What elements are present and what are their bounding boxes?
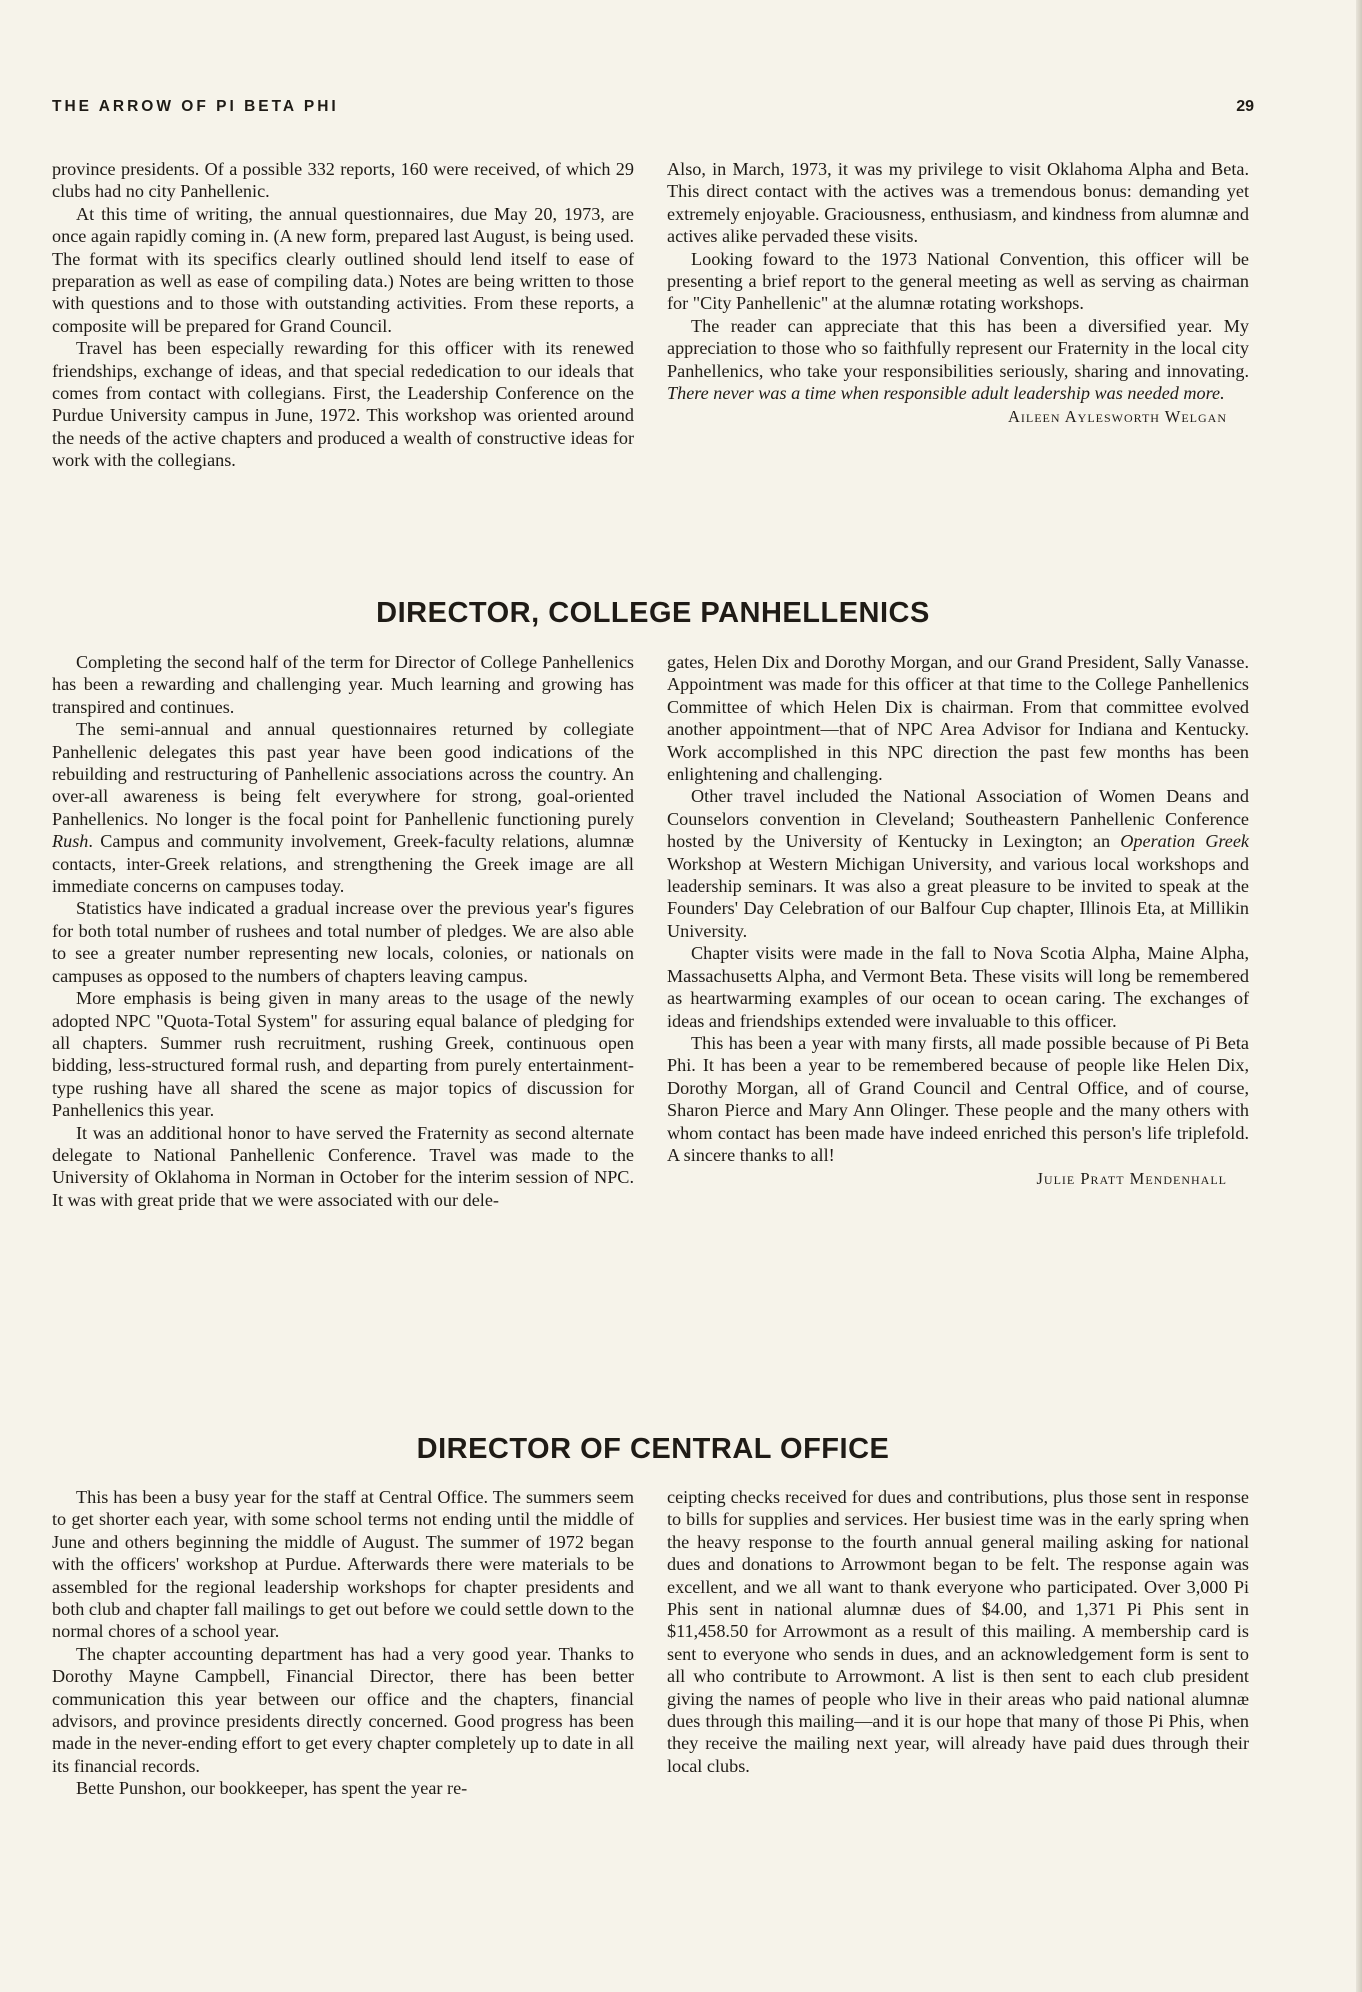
paragraph-text: The reader can appreciate that this has been a diversified year. My appreciation to those who so faithfully represent our Fraternity in the local city Panhellenics, who take your responsibilities seriously, sharing and innovating.	[667, 315, 1249, 381]
section2-left-column	[52, 651, 634, 1211]
paragraph: Travel has been especially rewarding for this officer with its renewed friendships, exchange of ideas, and that special rededication to our ideals that comes from contact with collegians. First, the Leadership Conference on the Purdue University campus in June, 1972. This workshop was oriented around the needs of the active chapters and produced a wealth of constructive ideas for work with the collegians.	[52, 338, 634, 471]
paragraph: Looking foward to the 1973 National Convention, this officer will be presenting a brief report to the general meeting as well as serving as chairman for "City Panhellenic" at the alumnæ rotating workshops.	[667, 248, 1249, 314]
paragraph: gates, Helen Dix and Dorothy Morgan, and our Grand President, Sally Vanasse. Appointment was made for this officer at that time to the College Panhellenics Committee of which Helen Dix is chairman. From that committee evolved another appointment—that of NPC Area Advisor for Indiana and Kentucky. Work accomplished in this NPC direction the past few months has been enlightening and challenging.	[667, 652, 1249, 785]
section3-right-column	[667, 1486, 1249, 1777]
paragraph-text: Workshop at Western Michigan University, and various local workshops and leadership seminars. It was also a great pleasure to be invited to speak at the Founders' Day Celebration of our Balfour Cup chapter, Illinois Eta, at Millikin University.	[667, 853, 1249, 941]
section1-left-column	[52, 158, 634, 472]
paragraph: Statistics have indicated a gradual increase over the previous year's figures for both total number of rushees and total number of pledges. We are also able to see a greater number representing new locals, colonies, or nationals on campuses as opposed to the numbers of chapters leaving campus.	[52, 898, 634, 986]
paragraph: Completing the second half of the term for Director of College Panhellenics has been a rewarding and challenging year. Much learning and growing has transpired and continues.	[52, 652, 634, 717]
paragraph: This has been a busy year for the staff at Central Office. The summers seem to get shorter each year, with some school terms not ending until the middle of June and others beginning the middle of August. The summer of 1972 began with the officers' workshop at Purdue. Afterwards there were materials to be assembled for the regional leadership workshops for chapter presidents and both club and chapter fall mailings to get out before we could settle down to the normal chores of a school year.	[52, 1487, 634, 1642]
emphasis-text: Rush	[52, 831, 89, 852]
paragraph	[52, 718, 634, 897]
paragraph: ceipting checks received for dues and contributions, plus those sent in response to bills for supplies and services. Her busiest time was in the early spring when the heavy response to the fourth annual general mailing asking for national dues and donations to Arrowmont began to be felt. The response again was excellent, and we all want to thank everyone who participated. Over 3,000 Pi Phis sent in national alumnæ dues of $4.00, and 1,371 Pi Phis sent in $11,458.50 for Arrowmont as a result of this mailing. A membership card is sent to everyone who sends in dues, and an acknowledgement form is sent to all who contribute to Arrowmont. A list is then sent to each club president giving the names of people who live in their areas who paid national alumnæ dues through this mailing—and it is our hope that many of those Pi Phis, when they receive the mailing next year, will already have paid dues through their local clubs.	[667, 1487, 1249, 1776]
paragraph: Also, in March, 1973, it was my privilege to visit Oklahoma Alpha and Beta. This direct contact with the actives was a tremendous bonus: demanding yet extremely enjoyable. Graciousness, enthusiasm, and kindness from alumnæ and actives alike pervaded these visits.	[667, 159, 1249, 247]
section1-right-column	[667, 158, 1249, 429]
paragraph-text: The semi-annual and annual questionnaires returned by collegiate Panhellenic delegates this past year have been good indications of the rebuilding and restructuring of Panhellenic associations across the country. An over-all awareness is being felt everywhere for strong, goal-oriented Panhellenics. No longer is the focal point for Panhellenic functioning purely	[52, 719, 634, 829]
paragraph-text: . Campus and community involvement, Greek-faculty relations, alumnæ contacts, inter-Greek relations, and strengthening the Greek image are all immediate concerns on campuses today.	[52, 831, 634, 897]
paragraph: The chapter accounting department has had a very good year. Thanks to Dorothy Mayne Campbell, Financial Director, there has been better communication this year between our office and the chapters, financial advisors, and province presidents directly concerned. Good progress has been made in the never-ending effort to get every chapter completely up to date in all its financial records.	[52, 1643, 634, 1776]
emphasis-text: Operation Greek	[1120, 831, 1249, 852]
running-title: THE ARROW OF PI BETA PHI	[52, 98, 339, 115]
paragraph: Chapter visits were made in the fall to Nova Scotia Alpha, Maine Alpha, Massachusetts Alpha, and Vermont Beta. These visits will long be remembered as heartwarming examples of our ocean to ocean caring. The exchanges of ideas and friendships extended were invaluable to this officer.	[667, 943, 1249, 1031]
paragraph: Bette Punshon, our bookkeeper, has spent the year re-	[76, 1778, 468, 1799]
section3-left-column	[52, 1486, 634, 1800]
emphasis-text: There never was a time when responsible adult leadership was needed more.	[667, 383, 1225, 404]
paragraph: More emphasis is being given in many areas to the usage of the newly adopted NPC "Quota-Total System" for assuring equal balance of pledging for all chapters. Summer rush recruitment, rushing Greek, continuous open bidding, less-structured formal rush, and departing from purely entertainment-type rushing have all shared the scene as major topics of discussion for Panhellenics this year.	[52, 988, 634, 1121]
signature: Aileen Aylesworth Welgan	[1007, 407, 1227, 427]
paragraph	[667, 315, 1249, 405]
paragraph-text: Other travel included the National Association of Women Deans and Counselors convention in Cleveland; Southeastern Panhellenic Conference hosted by the University of Kentucky in Lexington; an	[667, 786, 1249, 852]
section-title: DIRECTOR OF CENTRAL OFFICE	[416, 1433, 890, 1465]
page-number: 29	[1236, 98, 1254, 115]
paragraph	[667, 785, 1249, 942]
paragraph: province presidents. Of a possible 332 reports, 160 were received, of which 29 clubs had no city Panhellenic.	[52, 159, 634, 202]
running-head	[52, 98, 1254, 122]
paragraph: It was an additional honor to have served the Fraternity as second alternate delegate to National Panhellenic Conference. Travel was made to the University of Oklahoma in Norman in October for the interim session of NPC. It was with great pride that we were associated with our dele-	[52, 1122, 634, 1210]
section2-right-column	[667, 651, 1249, 1191]
page-edge	[1356, 0, 1362, 1992]
section-title: DIRECTOR, COLLEGE PANHELLENICS	[376, 597, 930, 629]
signature: Julie Pratt Mendenhall	[1036, 1169, 1227, 1189]
paragraph: At this time of writing, the annual questionnaires, due May 20, 1973, are once again rapidly coming in. (A new form, prepared last August, is being used. The format with its specifics clearly outlined should lend itself to ease of preparation as well as ease of compiling data.) Notes are being written to those with questions and to those with outstanding activities. From these reports, a composite will be prepared for Grand Council.	[52, 203, 634, 336]
paragraph: This has been a year with many firsts, all made possible because of Pi Beta Phi. It has been a year to be remembered because of people like Helen Dix, Dorothy Morgan, all of Grand Council and Central Office, and of course, Sharon Pierce and Mary Ann Olinger. These people and the many others with whom contact has been made have indeed enriched this person's life triplefold. A sincere thanks to all!	[667, 1032, 1249, 1165]
